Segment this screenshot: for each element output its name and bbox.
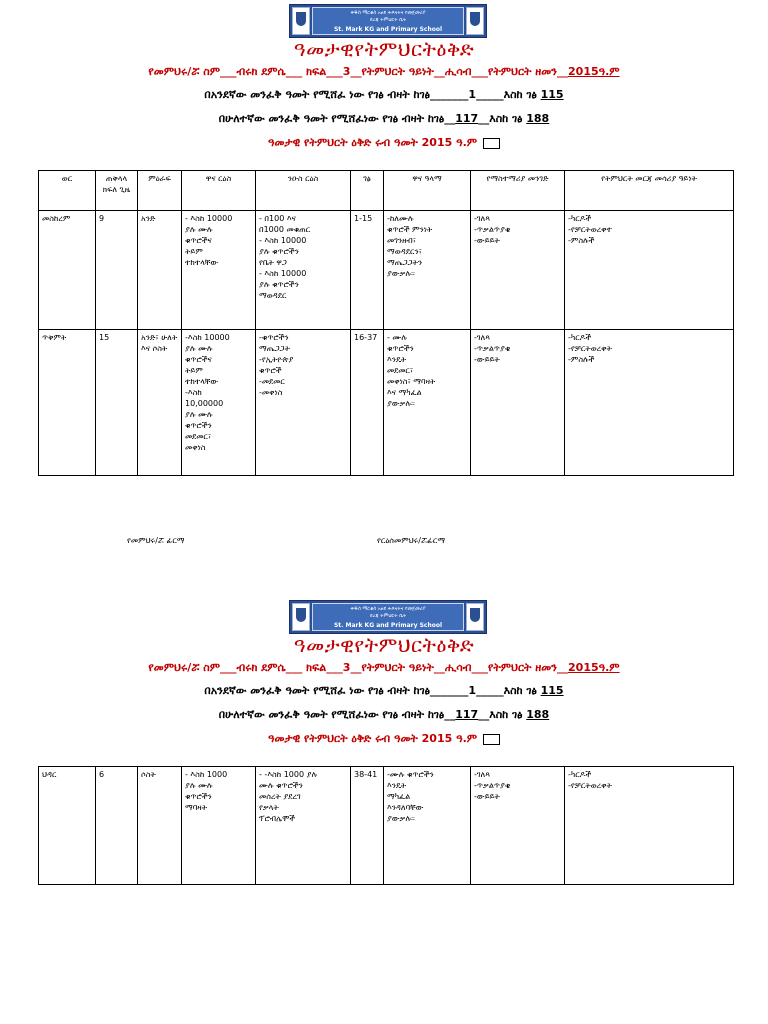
cell-line: - እስከ 10000 xyxy=(259,269,307,278)
cell-line: ማጤጋጋት xyxy=(259,344,290,353)
cell-line: እንዴት xyxy=(387,781,407,790)
teacher-signature-label: የመምህሩ/ሯ ፊርማ xyxy=(127,536,185,545)
director-signature-label: የርዕሰመምህሩ/ሯፊርማ xyxy=(377,536,446,545)
school-crest-icon xyxy=(466,7,484,35)
cell-line: ማወዳደርን፣ xyxy=(387,247,422,256)
subject-value: ሒሳብ xyxy=(444,65,472,78)
cell-line: -ውይይት xyxy=(474,355,500,364)
logo-amharic-line1: ቅዱስ ማርቆስ አፀደ ሕጻናትና የመጀመሪያ xyxy=(350,606,426,612)
year-value: 2015ዓ.ም xyxy=(568,65,620,78)
cell-line: -እስከ 10000 xyxy=(185,333,230,342)
cell-line: ተከተላቸው xyxy=(185,258,219,267)
cell-method xyxy=(471,330,565,476)
cell-month: ህዳር xyxy=(39,767,96,885)
logo-english: St. Mark KG and Primary School xyxy=(333,622,443,629)
cell-line: ትይም xyxy=(185,247,203,256)
first-sem-from: 1 xyxy=(468,88,477,101)
header-sub-topic: ንዑስ ርዕስ xyxy=(256,171,351,211)
second-semester-line: በሁለተኛው መንፈቅ ዓመት የሚሸፈነው የገፅ ብዛት ከገፅ__117__እስከ ገፅ 188 xyxy=(218,708,550,721)
cell-line: እንዴት xyxy=(387,355,407,364)
cell-line: -የቻርትወረቀተ xyxy=(568,225,612,234)
teacher-name: ብሩክ ደምሴ xyxy=(236,65,286,78)
plan-table xyxy=(38,170,734,476)
header-pages: ገፅ xyxy=(351,171,384,211)
cell-line: ያሉ ቁጥሮችን xyxy=(259,280,299,289)
teacher-name: ብሩክ ደምሴ xyxy=(236,661,286,674)
cell-line: ያሉ ሙሉ xyxy=(185,410,213,419)
cell-line: መቀነስ፣ ማባዛት xyxy=(387,377,436,386)
cell-line: መሰረት ያደረገ xyxy=(259,792,301,801)
table-header-row xyxy=(39,171,734,211)
cell-line: -የቻርትወረቀት xyxy=(568,344,612,353)
cell-line: ፕሮብሌሞች xyxy=(259,814,296,823)
cell-pages: 38-41 xyxy=(351,767,384,885)
cell-line: ያሉ ሙሉ xyxy=(185,344,213,353)
cell-main-topic xyxy=(182,211,256,330)
cell-line: ቁጥሮችን xyxy=(387,344,414,353)
checkbox-box xyxy=(483,138,500,149)
cell-line: ቁጥሮች xyxy=(259,366,282,375)
cell-line: - እስከ 10000 xyxy=(259,236,307,245)
cell-line: - በ100 እና xyxy=(259,214,296,223)
logo-english: St. Mark KG and Primary School xyxy=(333,26,443,33)
cell-line: መደመር፣ xyxy=(185,432,212,441)
teacher-info-line: የመምህሩ/ሯ ስም___ብሩክ ደምሴ___ ክፍል___3__የትምህርት ዓይነት__ሒሳብ___የትምህርት ዘመን__2015ዓ.ም xyxy=(148,661,620,674)
cell-sub-topic xyxy=(256,767,351,885)
table-row xyxy=(39,330,734,476)
table-row xyxy=(39,767,734,885)
grade-value: 3 xyxy=(342,65,351,78)
cell-line: -ካርዶች xyxy=(568,770,592,779)
cell-pages: 1-15 xyxy=(351,211,384,330)
plan-table xyxy=(38,766,734,885)
cell-objective xyxy=(384,330,471,476)
subject-value: ሒሳብ xyxy=(444,661,472,674)
cell-line: -መቀነስ xyxy=(259,388,283,397)
header-objective: ዋና ዓላማ xyxy=(384,171,471,211)
cell-line: እንዳለባቸው xyxy=(387,803,424,812)
cell-line: -ገለጻ xyxy=(474,770,491,779)
cell-sub-topic xyxy=(256,211,351,330)
second-sem-from: 117 xyxy=(455,112,479,125)
cell-line: -ጥቃልጥያቄ xyxy=(474,225,511,234)
cell-sub-topic xyxy=(256,330,351,476)
first-sem-from: 1 xyxy=(468,684,477,697)
header-month: ወር xyxy=(39,171,96,211)
cell-line: ያውቃሉ። xyxy=(387,399,415,408)
cell-line: ያውቃሉ። xyxy=(387,269,415,278)
school-crest-icon xyxy=(292,7,310,35)
table-row xyxy=(39,211,734,330)
header-main-topic: ዋና ርዕስ xyxy=(182,171,256,211)
grade-value: 3 xyxy=(342,661,351,674)
cell-line: መደመር፣ xyxy=(387,366,414,375)
header-materials: የትምህርት መርጃ መሳሪያ ዓይነት xyxy=(565,171,734,211)
cell-main-topic xyxy=(182,330,256,476)
cell-line: ትይም xyxy=(185,366,203,375)
cell-line: -ጥቃልጥያቄ xyxy=(474,344,511,353)
cell-line: ማጤጋጋትን xyxy=(387,258,423,267)
header-chapter: ምዕራፍ xyxy=(138,171,182,211)
second-sem-to: 188 xyxy=(526,112,550,125)
cell-line: ያሉ ቁጥሮችን xyxy=(259,247,299,256)
cell-line: ያውቃሉ። xyxy=(387,814,415,823)
cell-line: -የኢትዮጵያ xyxy=(259,355,294,364)
cell-method xyxy=(471,211,565,330)
cell-line: -የቻርትወረቀት xyxy=(568,781,612,790)
cell-line: ቁጥሮች ምንነት xyxy=(387,225,433,234)
logo-amharic-line2: ደረጃ ትምህርት ቤት xyxy=(369,17,407,23)
cell-line: -እስከ xyxy=(185,388,202,397)
cell-line: ቁጥሮችና xyxy=(185,236,212,245)
cell-line: ማወዳደር xyxy=(259,291,287,300)
plan-quarter-line: ዓመታዊ የትምህርት ዕቅድ ሩብ ዓመት 2015 ዓ.ም xyxy=(0,732,768,746)
cell-pages: 16-37 xyxy=(351,330,384,476)
logo-amharic-line2: ደረጃ ትምህርት ቤት xyxy=(369,613,407,619)
cell-line: - -እስከ 1000 ያሉ xyxy=(259,770,318,779)
header-periods: ጠቅላላ ክፍለ ጊዜ xyxy=(96,171,138,211)
cell-line: ተከተላቸው xyxy=(185,377,219,386)
cell-line: -ሙሉ ቁጥሮችን xyxy=(387,770,434,779)
cell-line: - እስከ 10000 xyxy=(185,214,233,223)
page-title: ዓመታዊየትምህርትዕቅድ xyxy=(293,633,475,657)
cell-line: -ውይይት xyxy=(474,236,500,245)
checkbox-box xyxy=(483,734,500,745)
cell-materials xyxy=(565,767,734,885)
second-sem-from: 117 xyxy=(455,708,479,721)
school-crest-icon xyxy=(292,603,310,631)
first-sem-to: 115 xyxy=(540,88,564,101)
cell-method xyxy=(471,767,565,885)
teacher-info-line: የመምህሩ/ሯ ስም___ብሩክ ደምሴ___ ክፍል___3__የትምህርት ዓይነት__ሒሳብ___የትምህርት ዘመን__2015ዓ.ም xyxy=(148,65,620,78)
cell-line: - እስከ 1000 xyxy=(185,770,228,779)
cell-periods: 6 xyxy=(96,767,138,885)
cell-line: ቁጥሮችን xyxy=(185,792,212,801)
cell-line: -ምስሉች xyxy=(568,236,595,245)
cell-line: መቀነስ xyxy=(185,443,206,452)
cell-line: -ምስሉች xyxy=(568,355,595,364)
cell-periods: 15 xyxy=(96,330,138,476)
cell-month: ጥቅምት xyxy=(39,330,96,476)
first-semester-line: በአንደኛው መንፈቅ ዓመት የሚሸፈ ነው የገፅ ብዛት ከገፅ_______1_____እስከ ገፅ 115 xyxy=(204,684,564,697)
cell-line: ማካፈል xyxy=(387,792,411,801)
cell-main-topic xyxy=(182,767,256,885)
second-semester-line: በሁለተኛው መንፈቅ ዓመት የሚሸፈነው የገፅ ብዛት ከገፅ__117__እስከ ገፅ 188 xyxy=(218,112,550,125)
first-semester-line: በአንደኛው መንፈቅ ዓመት የሚሸፈ ነው የገፅ ብዛት ከገፅ_______1_____እስከ ገፅ 115 xyxy=(204,88,564,101)
logo-amharic-line1: ቅዱስ ማርቆስ አፀደ ሕጻናትና የመጀመሪያ xyxy=(350,10,426,16)
page-title: ዓመታዊየትምህርትዕቅድ xyxy=(293,37,475,61)
cell-line: ያሉ ሙሉ xyxy=(185,781,213,790)
cell-line: 10,00000 xyxy=(185,399,224,408)
header-method: የማስተማሪያ መንገድ xyxy=(471,171,565,211)
cell-line: በ1000 መቁጠር xyxy=(259,225,311,234)
school-logo xyxy=(289,600,487,634)
cell-chapter: አንድ፣ ሁለት እና ሶስት xyxy=(138,330,182,476)
cell-line: እና ማካፈል xyxy=(387,388,422,397)
cell-line: -ካርዶች xyxy=(568,214,592,223)
plan-quarter-line: ዓመታዊ የትምህርት ዕቅድ ሩብ ዓመት 2015 ዓ.ም xyxy=(0,136,768,150)
school-crest-icon xyxy=(466,603,484,631)
school-logo xyxy=(289,4,487,38)
cell-chapter: ሶስት xyxy=(138,767,182,885)
cell-materials xyxy=(565,211,734,330)
cell-line: -ውይይት xyxy=(474,792,500,801)
cell-line: ሙሉ ቁጥሮችን xyxy=(259,781,303,790)
first-sem-to: 115 xyxy=(540,684,564,697)
cell-line: -መደመር xyxy=(259,377,285,386)
cell-line: -ቁጥሮችን xyxy=(259,333,289,342)
cell-line: የቃላት xyxy=(259,803,279,812)
second-sem-to: 188 xyxy=(526,708,550,721)
cell-line: ማባዛት xyxy=(185,803,208,812)
cell-materials xyxy=(565,330,734,476)
cell-line: ቁጥሮችና xyxy=(185,355,212,364)
cell-objective xyxy=(384,211,471,330)
cell-line: - ሙሉ xyxy=(387,333,407,342)
cell-line: የቤት ዋጋ xyxy=(259,258,287,267)
cell-line: -ገለጻ xyxy=(474,214,491,223)
cell-objective xyxy=(384,767,471,885)
cell-line: -ገለጻ xyxy=(474,333,491,342)
cell-line: -ካርዶች xyxy=(568,333,592,342)
cell-line: -ጥቃልጥያቄ xyxy=(474,781,511,790)
year-value: 2015ዓ.ም xyxy=(568,661,620,674)
cell-line: ቁጥሮችን xyxy=(185,421,212,430)
cell-line: -ከለሙሉ xyxy=(387,214,414,223)
cell-chapter: አንድ xyxy=(138,211,182,330)
cell-line: መገንዘብ፣ xyxy=(387,236,417,245)
cell-periods: 9 xyxy=(96,211,138,330)
cell-month: መስከረም xyxy=(39,211,96,330)
cell-line: ያሉ ሙሉ xyxy=(185,225,213,234)
